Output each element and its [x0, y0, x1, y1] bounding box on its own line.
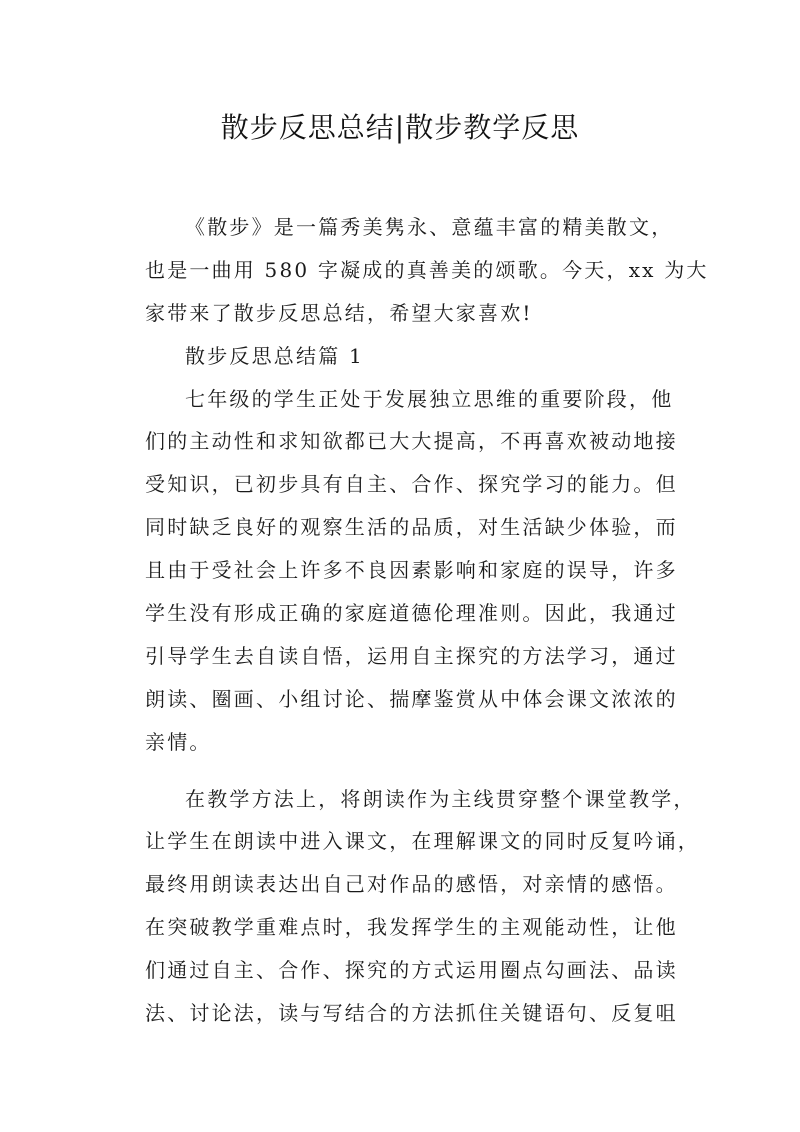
paragraph-gap	[145, 764, 665, 778]
intro-line: 家带来了散步反思总结，希望大家喜欢!	[145, 300, 533, 325]
section-heading: 散步反思总结篇 1	[185, 343, 364, 368]
paragraph2-line: 们通过自主、合作、探究的方式运用圈点勾画法、品读	[145, 958, 678, 983]
paragraph2-line: 让学生在朗读中进入课文，在理解课文的同时反复吟诵，	[145, 829, 700, 854]
paragraph1-line: 学生没有形成正确的家庭道德伦理准则。因此，我通过	[145, 601, 678, 626]
paragraph2-line: 在教学方法上，将朗读作为主线贯穿整个课堂教学，	[185, 786, 696, 811]
paragraph1-line: 们的主动性和求知欲都已大大提高，不再喜欢被动地接	[145, 429, 678, 454]
paragraph1-line: 受知识，已初步具有自主、合作、探究学习的能力。但	[145, 472, 678, 497]
paragraph1-line: 引导学生去自读自悟，运用自主探究的方法学习，通过	[145, 643, 678, 668]
paragraph1-line: 朗读、圈画、小组讨论、揣摩鉴赏从中体会课文浓浓的	[145, 686, 678, 711]
document-body	[145, 206, 709, 1035]
paragraph1-line: 七年级的学生正处于发展独立思维的重要阶段，他	[185, 386, 674, 411]
document-title: 散步反思总结|散步教学反思	[220, 111, 580, 144]
paragraph2-line: 最终用朗读表达出自己对作品的感悟，对亲情的感悟。	[145, 872, 678, 897]
intro-line: 《散步》是一篇秀美隽永、意蕴丰富的精美散文，	[185, 215, 674, 239]
paragraph2-line: 在突破教学重难点时，我发挥学生的主观能动性，让他	[145, 915, 678, 940]
paragraph1-line: 同时缺乏良好的观察生活的品质，对生活缺少体验，而	[145, 515, 678, 540]
intro-line: 也是一曲用 580 字凝成的真善美的颂歌。今天，xx 为大	[145, 257, 709, 282]
paragraph2-line: 法、讨论法，读与写结合的方法抓住关键语句、反复咀	[145, 1001, 678, 1026]
paragraph1-line: 且由于受社会上许多不良因素影响和家庭的误导，许多	[145, 558, 678, 583]
paragraph1-line: 亲情。	[145, 729, 212, 754]
